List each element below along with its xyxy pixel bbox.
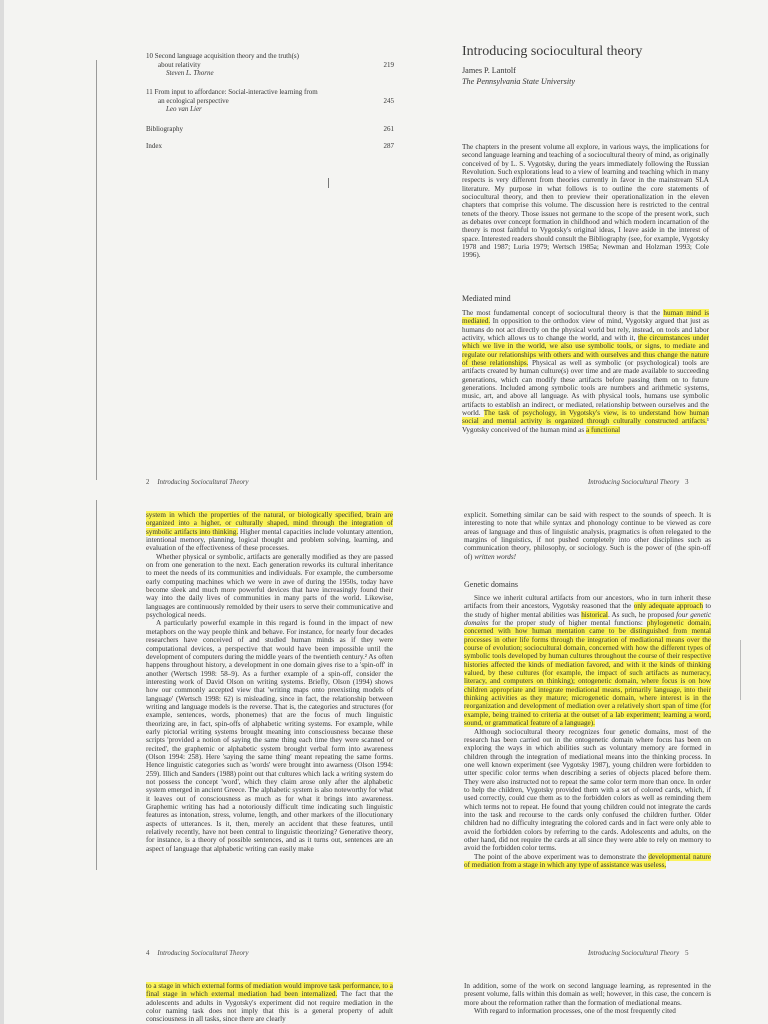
running-head-page2 [146, 479, 249, 486]
text-run: Since we inherit cultural artifacts from our ancestors, who in turn inherit these artifacts from their ancestors, Vygotsky reasoned that the [464, 594, 711, 611]
mediated-text [462, 309, 709, 434]
running-head-page3 [588, 479, 689, 486]
toc-item-page: 219 [383, 61, 394, 69]
genetic-domains-body [464, 594, 711, 869]
highlight: only adequate approach [633, 602, 704, 611]
text-run: The fact that the adolescents and adults in Vygotsky's experiment did not require mediation in the color naming task does not imply that this is a general property of adult consciousness in all tasks, since there are clearly [146, 990, 393, 1024]
text-run: Physical as well as symbolic (or psychological) tools are artifacts created by human culture(s) over time and are made available to succeeding generations, which can modify these artifacts before passing them on to future generations. Included among symbolic tools are numbers and arithmetic systems, music, art, and above all language. As with physical tools, humans use symbolic artifacts to establish an indirect, or mediated, relationship between ourselves and the world. [462, 359, 709, 418]
toc-item-num: 10 [146, 52, 153, 60]
running-head-text: Introducing Sociocultural Theory [588, 950, 680, 957]
text-run: ¹ Vygotsky conceived of the human mind as [462, 417, 709, 434]
highlight: developmental nature of mediation from a stage in which any type of assistance was useless, [464, 852, 711, 869]
toc-item [146, 142, 356, 151]
text-run: Higher mental capacities include voluntary attention, intentional memory, planning, logical thought and problem solving, learning, and evaluation of the effectiveness of these processes. [146, 527, 393, 553]
toc-item-page: 261 [383, 125, 394, 133]
toc-item-title: Bibliography [146, 125, 183, 133]
page2-para2: Whether physical or symbolic, artifacts are generally modified as they are passed on from one generation to the next. Each generation reworks its cultural inheritance to meet the needs of its communities and individuals. For example, the cumbersome early computing machines which we were in awe of during the 1950s, today have become sleek and much more powerful devices that have increasingly found their way into the daily lives of communities in many parts of the world. Likewise, languages are continuously remolded by their users to serve their communicative and psychological needs. [146, 552, 393, 620]
intro-text: The chapters in the present volume all explore, in various ways, the implications for second language learning and teaching of a sociocultural theory of mind, as originally conceived of by L. S. Vygotsky, during the years immediately following the Russian Revolution. Such explorations lead to a view of learning and teaching which in many respects is very different from theories currently in favor in the mainstream SLA literature. My purpose in what follows is to outline the core statements of sociocultural theory, and then to preview their operationalization in the eleven chapters that comprise this volume. The discussion here is restricted to the central tenets of the theory. Those issues not germane to the scope of the present work, such as debates over concept formation in childhood and which modern incarnation of the theory is most faithful to Vygotsky's original ideas, I leave aside in the interest of space. Interested readers should consult the Bibliography (see, for example, Vygotsky 1978 and 1987; Luria 1979; Wertsch 1985a; Newman and Holzman 1993; Cole 1996). [462, 143, 709, 260]
genetic-para3 [464, 853, 711, 870]
toc-item-title-cont: an ecological perspective [158, 96, 229, 105]
gutter-line-mid [96, 500, 97, 870]
toc-item-title: From input to affordance: Social-interactive learning from [154, 88, 318, 96]
text-run: The most fundamental concept of sociocultural theory is that the [462, 309, 664, 317]
toc-item-author: Leo van Lier [166, 105, 202, 113]
toc-item-num: 11 [146, 88, 153, 96]
running-head-page4 [146, 950, 249, 957]
highlight: to a stage in which external forms of mediation would improve task performance, to a final stage in which external mediation had been internalized. [146, 982, 393, 999]
running-head-page5 [588, 950, 689, 957]
page5-para1: In addition, some of the work on second language learning, as represented in the present volume, falls within this domain as well; however, in this case, the concern is more about the reformation rather than the formation of mediational means. [464, 982, 711, 1007]
text-run: for the proper study of higher mental functions: [488, 619, 647, 628]
toc-item-title: Second language acquisition theory and the truth(s) [154, 52, 299, 60]
running-head-text: Introducing Sociocultural Theory [157, 950, 249, 957]
highlight: the circumstances under which we live in the world, we also use symbolic tools, or signs, to mediate and regulate our relationships with others and with ourselves and thus change the nature of these relationships. [462, 334, 709, 368]
chapter-affiliation: The Pennsylvania State University [462, 77, 576, 86]
highlight: historical [581, 610, 608, 619]
toc-item [146, 52, 356, 78]
page4-para [146, 982, 393, 1024]
page-number: 4 [146, 950, 150, 957]
section-heading-genetic-domains: Genetic domains [464, 580, 518, 589]
highlight: The task of psychology, in Vygotsky's view, is to understand how human social and mental activity is organized through culturally constructed artifacts. [462, 409, 709, 426]
page3-para1 [464, 511, 711, 561]
text-run: In opposition to the orthodox view of mind, Vygotsky argued that just as humans do not act directly on the physical world but rely, instead, on tools and labor activity, which allows us to change the world, and with it, [462, 317, 709, 343]
section-heading-mediated-mind: Mediated mind [462, 294, 511, 303]
margin-mark-right [740, 640, 741, 700]
text-run: to the study of higher mental abilities was [464, 602, 711, 619]
genetic-para1 [464, 594, 711, 728]
text-run: . As such, he proposed [607, 610, 677, 619]
margin-tick [328, 178, 329, 188]
gutter-line-top [96, 60, 97, 480]
highlight: a functional [585, 425, 621, 434]
toc-item-page: 245 [383, 97, 394, 105]
intro-paragraph [462, 143, 709, 260]
page-number: 3 [685, 479, 689, 486]
chapter-title: Introducing sociocultural theory [462, 44, 643, 59]
page2-para1 [146, 511, 393, 553]
toc-item-page: 287 [383, 142, 394, 150]
chapter-author: James P. Lantolf [462, 66, 516, 75]
page-number: 2 [146, 479, 150, 486]
genetic-para2: Although sociocultural theory recognizes four genetic domains, most of the research has been carried out in the ontogenetic domain where focus has been on exploring the ways in which abilities such as voluntary memory are formed in children through the integration of mediational means into the thinking process. In one well known experiment (see Vygotsky 1987), young children were forbidden to utter specific color terms when describing a series of objects placed before them. They were also instructed not to repeat the same color term more than once. In order to help the children, Vygotsky provided them with a set of colored cards, which, if used correctly, could cue them as to the forbidden colors as well as reminding them which terms not to repeat. He found that young children could not integrate the cards into the task and recourse to the cards only confused the children further. Older children had no difficulty integrating the colored cards and in fact were only able to avoid the forbidden colors by referring to the cards. Adolescents and adults, on the other hand, did not require the cards at all since they were able to rely on memory to avoid the forbidden color terms. [464, 727, 711, 853]
toc-item-author: Steven L. Thorne [166, 69, 214, 77]
italic-run: four genetic domains [464, 610, 712, 628]
highlight: system in which the properties of the natural, or biologically specified, brain are organized into a higher, or culturally shaped, mind through the integration of symbolic artifacts into thinking. [146, 511, 393, 536]
page5-body [464, 982, 711, 1015]
mediated-mind-paragraph [462, 309, 709, 434]
running-head-text: Introducing Sociocultural Theory [157, 479, 249, 486]
toc-item [146, 88, 356, 114]
page5-para2: With regard to information processes, one of the most frequently cited [474, 1007, 676, 1016]
text-run: explicit. Something similar can be said with respect to the sounds of speech. It is interesting to note that while syntax and phonology continue to be viewed as core areas of language and thus of linguistic analysis, pragmatics is often relegated to the margins of linguistics, if not pushed completely into other disciplines such as communication theory, philosophy, or sociology. Such is the power of (the spin-off of) [464, 511, 711, 561]
page3-body [464, 511, 711, 561]
toc-item [146, 125, 356, 134]
running-head-text: Introducing Sociocultural Theory [588, 479, 680, 486]
page2-body [146, 511, 393, 853]
toc-item-title: Index [146, 142, 162, 150]
highlight: phylogenetic domain, concerned with how human mentation came to be distinguished from mental processes in other life forms through the integration of mediational means over the course of evolution; sociocultural domain, concerned with how the different types of symbolic tools developed by human cultures throughout the course of their respective histories affected the kinds of mediation favored, and with it the kinds of thinking valued, by these cultures (for example, the impact of such artifacts as numeracy, literacy, and computers on thinking); ontogenetic domain, where focus is on how children appropriate and integrate mediational means, primarily language, into their thinking activities as they mature; microgenetic domain, where interest is in the reorganization and development of mediation over a relatively short span of time (for example, being trained to criteria at the outset of a lab experiment; learning a word, sound, or grammatical feature of a language). [464, 619, 711, 728]
page2-para3: A particularly powerful example in this regard is found in the impact of new metaphors on the way people think and behave. For instance, for nearly four decades researchers have conceived of and studied human minds as if they were computational devices, a perspective that would have been impossible until the development of computers during the middle years of the twentieth century.² As often happens throughout history, a development in one domain gives rise to a 'spin-off' in another (Wertsch 1998: 58–9). As a further example of a spin-off, consider the interesting work of David Olson on writing systems. Briefly, Olson (1994) shows how our commonly accepted view that 'writing maps onto preexisting models of language' (Wertsch 1998: 62) is misleading, since in fact, the relationship between writing and language models is the reverse. That is, the categories and structures (for example, sentences, words, phonemes) that are the focus of much linguistic theorizing are, in fact, spin-offs of alphabetic writing systems. For example, while early pictorial writing systems brought meaning into consciousness because these scripts 'provided a notion of saying the same thing each time they were scanned or recited', the graphemic or alphabetic system brought verbal form into awareness (Olson 1994: 258). Here 'saying the same thing' meant repeating the same forms. Hence linguistic categories such as 'words' were brought into awarness (Olson 1994: 259). Illich and Sanders (1988) point out that cultures which lack a writing system do not possess the concept 'word', which they claim arose only after the alphabetic system emerged in ancient Greece. The alphabetic system is also noteworthy for what it leaves out of consciousness as much as for what it brings into awareness. Graphemic writing has had a notoriously difficult time indicating such linguistic features as intonation, stress, volume, length, and other markers of the illocutionary aspects of utterances. Is it, then, merely an accident that these features, until relatively recently, have not been central to linguistic theorizing? Generative theory, for instance, is a theory of possible sentences, and as it turns out, sentences are an aspect of language that alphabetic writing can easily make [146, 619, 393, 853]
text-run: The point of the above experiment was to demonstrate the [474, 852, 649, 861]
page4-body [146, 982, 393, 1024]
toc-item-title-cont: about relativity [158, 60, 201, 69]
italic-run: written words! [474, 552, 517, 561]
scan-edge-left [0, 0, 4, 1024]
highlight: human mind is mediated. [462, 309, 709, 326]
page-number: 5 [685, 950, 689, 957]
